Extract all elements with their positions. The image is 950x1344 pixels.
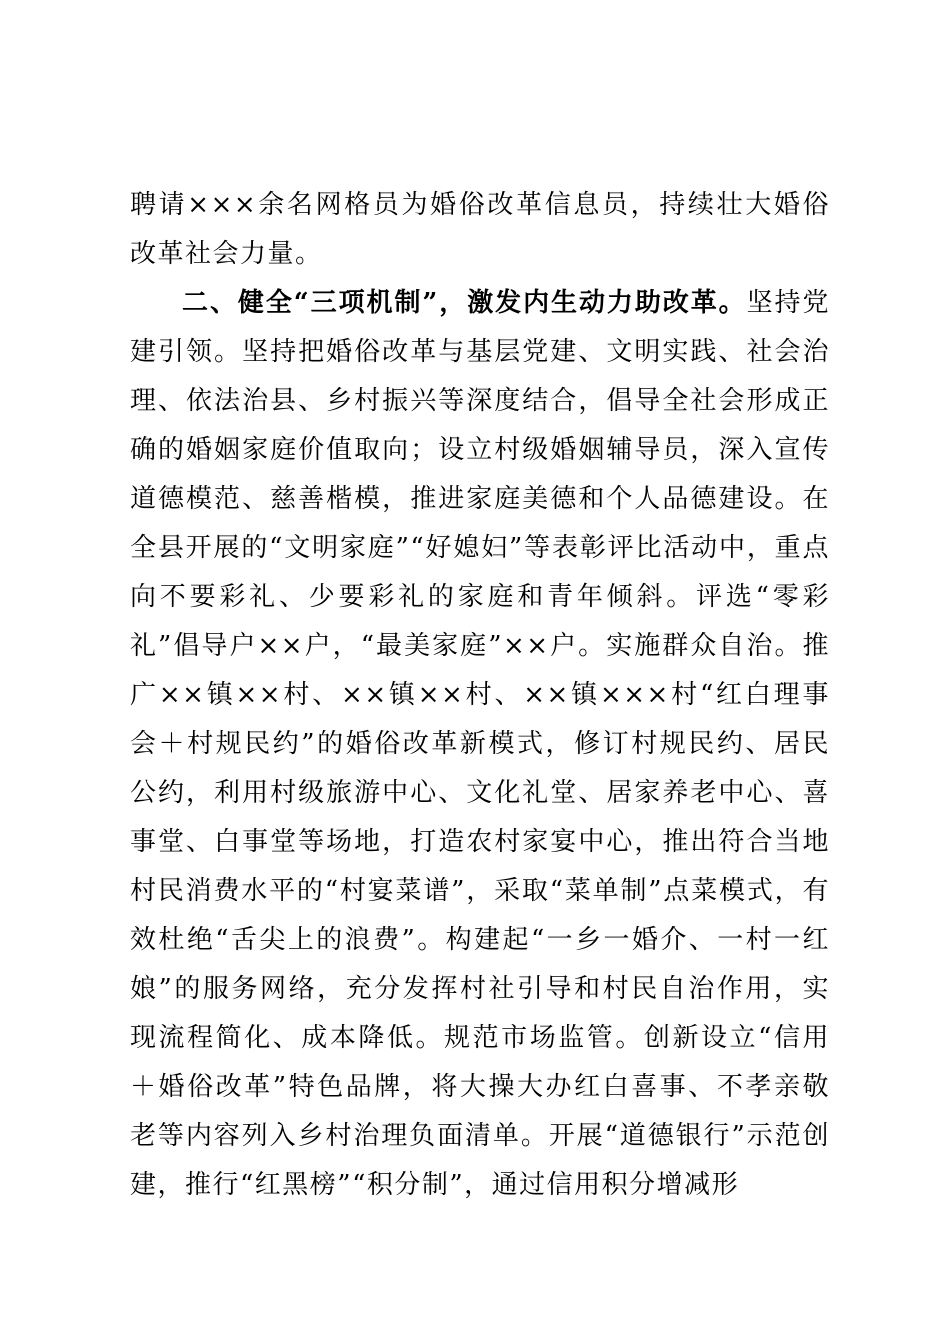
paragraph-text: 坚持党建引领。坚持把婚俗改革与基层党建、文明实践、社会治理、依法治县、乡村振兴等深度结合，倡导全社会形成正确的婚姻家庭价值取向；设立村级婚姻辅导员，深入宣传道德模范、慈善楷模，推进家庭美德和个人品德建设。在全县开展的“文明家庭”“好媳妇”等表彰评比活动中，重点向不要彩礼、少要彩礼的家庭和青年倾斜。评选“零彩礼”倡导户××户，“最美家庭”××户。实施群众自治。推广××镇××村、××镇××村、××镇×××村“红白理事会＋村规民约”的婚俗改革新模式，修订村规民约、居民公约，利用村级旅游中心、文化礼堂、居家养老中心、喜事堂、白事堂等场地，打造农村家宴中心，推出符合当地村民消费水平的“村宴菜谱”，采取“菜单制”点菜模式，有效杜绝“舌尖上的浪费”。构建起“一乡一婚介、一村一红娘”的服务网络，充分发挥村社引导和村民自治作用，实现流程简化、成本降低。规范市场监管。创新设立“信用＋婚俗改革”特色品牌，将大操大办红白喜事、不孝亲敬老等内容列入乡村治理负面清单。开展“道德银行”示范创建，推行“红黑榜”“积分制”，通过信用积分增减形 (130, 288, 830, 1200)
paragraph-text: 聘请×××余名网格员为婚俗改革信息员，持续壮大婚俗改革社会力量。 (130, 190, 830, 269)
section-heading: 二、健全“三项机制”，激发内生动力助改革。 (182, 288, 747, 318)
document-body (130, 181, 830, 1210)
paragraph-section-two (130, 279, 830, 1210)
paragraph-continuation (130, 181, 830, 279)
